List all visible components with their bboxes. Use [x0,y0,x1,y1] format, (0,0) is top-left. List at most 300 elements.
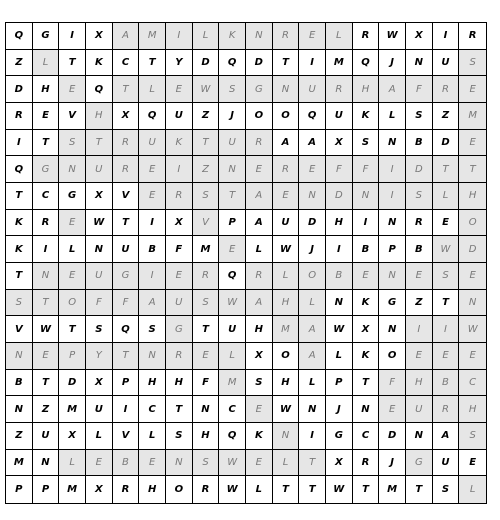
grid-cell[interactable]: I [353,210,380,237]
grid-cell[interactable]: E [433,210,460,237]
grid-cell[interactable]: E [459,76,486,103]
grid-cell[interactable]: E [139,450,166,477]
grid-cell[interactable]: E [459,450,486,477]
grid-cell[interactable]: W [379,23,406,50]
grid-cell[interactable]: S [459,423,486,450]
grid-cell[interactable]: L [246,236,273,263]
grid-cell[interactable]: R [33,210,60,237]
grid-cell[interactable]: I [59,23,86,50]
grid-cell[interactable]: E [459,343,486,370]
grid-cell[interactable]: H [273,370,300,397]
grid-cell[interactable]: E [219,236,246,263]
grid-cell[interactable]: D [379,423,406,450]
grid-cell[interactable]: T [353,476,380,503]
grid-cell[interactable]: N [379,316,406,343]
grid-cell[interactable]: Q [299,103,326,130]
grid-cell[interactable]: S [59,130,86,157]
grid-cell[interactable]: H [459,396,486,423]
grid-cell[interactable]: E [193,343,220,370]
grid-cell[interactable]: M [273,316,300,343]
grid-cell[interactable]: S [193,183,220,210]
grid-cell[interactable]: T [299,476,326,503]
grid-cell[interactable]: N [139,343,166,370]
grid-cell[interactable]: T [59,50,86,77]
grid-cell[interactable]: K [353,103,380,130]
grid-cell[interactable]: M [326,50,353,77]
grid-cell[interactable]: R [193,476,220,503]
grid-cell[interactable]: S [246,370,273,397]
grid-cell[interactable]: B [353,236,380,263]
grid-cell[interactable]: O [299,263,326,290]
grid-cell[interactable]: D [326,183,353,210]
grid-cell[interactable]: T [33,370,60,397]
grid-cell[interactable]: A [246,290,273,317]
grid-cell[interactable]: W [219,290,246,317]
grid-cell[interactable]: T [139,50,166,77]
grid-cell[interactable]: R [113,156,140,183]
grid-cell[interactable]: A [113,23,140,50]
grid-cell[interactable]: G [33,156,60,183]
grid-cell[interactable]: Z [406,290,433,317]
grid-cell[interactable]: R [459,23,486,50]
grid-cell[interactable]: W [273,396,300,423]
grid-cell[interactable]: D [433,130,460,157]
grid-cell[interactable]: D [459,236,486,263]
grid-cell[interactable]: N [379,210,406,237]
grid-cell[interactable]: X [86,23,113,50]
grid-cell[interactable]: E [59,263,86,290]
grid-cell[interactable]: I [433,23,460,50]
grid-cell[interactable]: H [86,103,113,130]
grid-cell[interactable]: E [33,343,60,370]
grid-cell[interactable]: M [459,103,486,130]
grid-cell[interactable]: G [246,76,273,103]
grid-cell[interactable]: R [406,210,433,237]
grid-cell[interactable]: S [433,263,460,290]
grid-cell[interactable]: N [193,396,220,423]
grid-cell[interactable]: P [219,210,246,237]
grid-cell[interactable]: N [406,50,433,77]
grid-cell[interactable]: K [246,423,273,450]
grid-cell[interactable]: N [353,183,380,210]
grid-cell[interactable]: M [193,236,220,263]
grid-cell[interactable]: S [353,130,380,157]
grid-cell[interactable]: Z [33,396,60,423]
grid-cell[interactable]: G [379,290,406,317]
grid-cell[interactable]: I [433,316,460,343]
grid-cell[interactable]: L [59,450,86,477]
grid-cell[interactable]: Z [193,156,220,183]
grid-cell[interactable]: Z [6,50,33,77]
grid-cell[interactable]: U [139,130,166,157]
grid-cell[interactable]: M [139,23,166,50]
grid-cell[interactable]: H [273,290,300,317]
grid-cell[interactable]: S [433,476,460,503]
grid-cell[interactable]: U [299,76,326,103]
grid-cell[interactable]: H [166,370,193,397]
grid-cell[interactable]: T [166,396,193,423]
grid-cell[interactable]: U [219,130,246,157]
grid-cell[interactable]: F [166,236,193,263]
grid-cell[interactable]: T [6,263,33,290]
grid-cell[interactable]: V [113,183,140,210]
grid-cell[interactable]: W [326,316,353,343]
grid-cell[interactable]: W [86,210,113,237]
grid-cell[interactable]: E [166,263,193,290]
grid-cell[interactable]: N [6,343,33,370]
grid-cell[interactable]: X [113,103,140,130]
grid-cell[interactable]: T [353,370,380,397]
grid-cell[interactable]: Q [86,76,113,103]
grid-cell[interactable]: L [246,476,273,503]
grid-cell[interactable]: T [193,130,220,157]
grid-cell[interactable]: K [219,23,246,50]
grid-cell[interactable]: K [166,130,193,157]
grid-cell[interactable]: P [379,236,406,263]
grid-cell[interactable]: U [433,450,460,477]
grid-cell[interactable]: T [33,130,60,157]
grid-cell[interactable]: B [406,236,433,263]
grid-cell[interactable]: Q [219,423,246,450]
grid-cell[interactable]: D [299,210,326,237]
grid-cell[interactable]: G [33,23,60,50]
grid-cell[interactable]: I [166,156,193,183]
grid-cell[interactable]: L [299,370,326,397]
grid-cell[interactable]: E [459,263,486,290]
grid-cell[interactable]: U [166,103,193,130]
grid-cell[interactable]: E [353,263,380,290]
grid-cell[interactable]: T [273,476,300,503]
grid-cell[interactable]: I [379,156,406,183]
grid-cell[interactable]: I [299,50,326,77]
grid-cell[interactable]: F [406,76,433,103]
grid-cell[interactable]: E [433,343,460,370]
grid-cell[interactable]: Q [139,103,166,130]
grid-cell[interactable]: H [193,423,220,450]
grid-cell[interactable]: H [33,76,60,103]
grid-cell[interactable]: L [33,50,60,77]
grid-cell[interactable]: N [6,396,33,423]
grid-cell[interactable]: S [219,76,246,103]
grid-cell[interactable]: F [86,290,113,317]
grid-cell[interactable]: J [299,236,326,263]
grid-cell[interactable]: W [219,450,246,477]
grid-cell[interactable]: R [193,263,220,290]
grid-cell[interactable]: N [299,183,326,210]
grid-cell[interactable]: N [379,130,406,157]
grid-cell[interactable]: N [299,396,326,423]
grid-cell[interactable]: U [326,103,353,130]
grid-cell[interactable]: L [433,183,460,210]
grid-cell[interactable]: P [33,476,60,503]
grid-cell[interactable]: T [113,343,140,370]
grid-cell[interactable]: N [166,450,193,477]
grid-cell[interactable]: L [273,263,300,290]
grid-cell[interactable]: L [326,23,353,50]
grid-cell[interactable]: D [6,76,33,103]
grid-cell[interactable]: S [193,290,220,317]
grid-cell[interactable]: W [326,476,353,503]
grid-cell[interactable]: L [139,423,166,450]
grid-cell[interactable]: T [33,290,60,317]
grid-cell[interactable]: Z [6,423,33,450]
grid-cell[interactable]: R [246,263,273,290]
grid-cell[interactable]: T [273,50,300,77]
grid-cell[interactable]: E [406,343,433,370]
grid-cell[interactable]: G [59,183,86,210]
grid-cell[interactable]: T [113,210,140,237]
grid-cell[interactable]: L [459,476,486,503]
grid-cell[interactable]: R [433,76,460,103]
grid-cell[interactable]: X [326,130,353,157]
grid-cell[interactable]: O [166,476,193,503]
grid-cell[interactable]: B [406,130,433,157]
grid-cell[interactable]: O [379,343,406,370]
grid-cell[interactable]: S [6,290,33,317]
grid-cell[interactable]: R [6,103,33,130]
grid-cell[interactable]: V [6,316,33,343]
grid-cell[interactable]: T [406,476,433,503]
grid-cell[interactable]: X [86,183,113,210]
grid-cell[interactable]: G [113,263,140,290]
grid-cell[interactable]: E [139,183,166,210]
grid-cell[interactable]: H [406,370,433,397]
grid-cell[interactable]: U [86,263,113,290]
grid-cell[interactable]: F [379,370,406,397]
grid-cell[interactable]: S [86,316,113,343]
grid-cell[interactable]: B [113,450,140,477]
grid-cell[interactable]: X [353,316,380,343]
grid-cell[interactable]: E [166,76,193,103]
grid-cell[interactable]: B [139,236,166,263]
grid-cell[interactable]: L [379,103,406,130]
grid-cell[interactable]: G [406,450,433,477]
grid-cell[interactable]: A [299,316,326,343]
grid-cell[interactable]: L [273,450,300,477]
grid-cell[interactable]: Q [353,50,380,77]
grid-cell[interactable]: E [59,76,86,103]
grid-cell[interactable]: R [113,476,140,503]
grid-cell[interactable]: J [219,103,246,130]
grid-cell[interactable]: E [86,450,113,477]
grid-cell[interactable]: K [6,210,33,237]
grid-cell[interactable]: K [86,50,113,77]
grid-cell[interactable]: N [326,290,353,317]
grid-cell[interactable]: I [139,210,166,237]
grid-cell[interactable]: P [326,370,353,397]
grid-cell[interactable]: A [246,210,273,237]
grid-cell[interactable]: U [273,210,300,237]
grid-cell[interactable]: I [326,236,353,263]
grid-cell[interactable]: O [459,210,486,237]
grid-cell[interactable]: M [219,370,246,397]
grid-cell[interactable]: X [59,423,86,450]
grid-cell[interactable]: M [59,396,86,423]
grid-cell[interactable]: N [353,396,380,423]
grid-cell[interactable]: I [139,263,166,290]
grid-cell[interactable]: T [433,156,460,183]
grid-cell[interactable]: M [6,450,33,477]
grid-cell[interactable]: U [166,290,193,317]
grid-cell[interactable]: E [406,263,433,290]
grid-cell[interactable]: V [113,423,140,450]
grid-cell[interactable]: S [406,103,433,130]
grid-cell[interactable]: J [379,450,406,477]
grid-cell[interactable]: X [246,343,273,370]
grid-cell[interactable]: T [113,76,140,103]
grid-cell[interactable]: R [326,76,353,103]
grid-cell[interactable]: S [166,423,193,450]
grid-cell[interactable]: Q [6,156,33,183]
grid-cell[interactable]: R [273,23,300,50]
grid-cell[interactable]: W [433,236,460,263]
grid-cell[interactable]: D [246,50,273,77]
grid-cell[interactable]: I [166,23,193,50]
grid-cell[interactable]: T [86,130,113,157]
grid-cell[interactable]: B [326,263,353,290]
grid-cell[interactable]: U [33,423,60,450]
grid-cell[interactable]: E [459,130,486,157]
grid-cell[interactable]: R [353,23,380,50]
grid-cell[interactable]: X [86,370,113,397]
grid-cell[interactable]: R [166,183,193,210]
grid-cell[interactable]: A [379,76,406,103]
grid-cell[interactable]: S [139,316,166,343]
grid-cell[interactable]: I [33,236,60,263]
grid-cell[interactable]: E [299,156,326,183]
grid-cell[interactable]: L [299,290,326,317]
grid-cell[interactable]: R [246,130,273,157]
grid-cell[interactable]: T [193,316,220,343]
grid-cell[interactable]: N [246,23,273,50]
grid-cell[interactable]: H [246,316,273,343]
grid-cell[interactable]: X [166,210,193,237]
grid-cell[interactable]: Q [219,263,246,290]
grid-cell[interactable]: D [193,50,220,77]
grid-cell[interactable]: W [33,316,60,343]
grid-cell[interactable]: C [139,396,166,423]
grid-cell[interactable]: E [246,450,273,477]
grid-cell[interactable]: E [299,23,326,50]
grid-cell[interactable]: M [379,476,406,503]
grid-cell[interactable]: U [86,156,113,183]
grid-cell[interactable]: N [459,290,486,317]
grid-cell[interactable]: B [6,370,33,397]
grid-cell[interactable]: O [59,290,86,317]
grid-cell[interactable]: L [59,236,86,263]
grid-cell[interactable]: N [33,450,60,477]
grid-cell[interactable]: R [433,396,460,423]
grid-cell[interactable]: S [406,183,433,210]
grid-cell[interactable]: L [86,423,113,450]
grid-cell[interactable]: C [219,396,246,423]
grid-cell[interactable]: U [113,236,140,263]
grid-cell[interactable]: N [273,76,300,103]
grid-cell[interactable]: X [406,23,433,50]
grid-cell[interactable]: Q [113,316,140,343]
grid-cell[interactable]: Q [219,50,246,77]
grid-cell[interactable]: G [166,316,193,343]
grid-cell[interactable]: S [459,50,486,77]
grid-cell[interactable]: U [406,396,433,423]
grid-cell[interactable]: I [299,423,326,450]
grid-cell[interactable]: W [459,316,486,343]
grid-cell[interactable]: H [139,370,166,397]
grid-cell[interactable]: T [299,450,326,477]
grid-cell[interactable]: X [326,450,353,477]
grid-cell[interactable]: I [6,130,33,157]
grid-cell[interactable]: O [246,103,273,130]
grid-cell[interactable]: E [33,103,60,130]
grid-cell[interactable]: N [379,263,406,290]
grid-cell[interactable]: K [353,343,380,370]
grid-cell[interactable]: W [273,236,300,263]
grid-cell[interactable]: P [113,370,140,397]
grid-cell[interactable]: F [326,156,353,183]
grid-cell[interactable]: R [353,450,380,477]
grid-cell[interactable]: E [273,183,300,210]
grid-cell[interactable]: T [6,183,33,210]
grid-cell[interactable]: U [86,396,113,423]
grid-cell[interactable]: L [193,23,220,50]
grid-cell[interactable]: C [459,370,486,397]
grid-cell[interactable]: R [113,130,140,157]
grid-cell[interactable]: A [433,423,460,450]
grid-cell[interactable]: B [433,370,460,397]
grid-cell[interactable]: N [86,236,113,263]
grid-cell[interactable]: I [113,396,140,423]
grid-cell[interactable]: Q [6,23,33,50]
grid-cell[interactable]: R [273,156,300,183]
grid-cell[interactable]: C [33,183,60,210]
grid-cell[interactable]: E [379,396,406,423]
grid-cell[interactable]: X [86,476,113,503]
grid-cell[interactable]: N [273,423,300,450]
grid-cell[interactable]: L [326,343,353,370]
grid-cell[interactable]: T [459,156,486,183]
grid-cell[interactable]: H [353,76,380,103]
grid-cell[interactable]: T [219,183,246,210]
grid-cell[interactable]: O [273,103,300,130]
grid-cell[interactable]: C [353,423,380,450]
grid-cell[interactable]: C [113,50,140,77]
grid-cell[interactable]: A [273,130,300,157]
grid-cell[interactable]: F [353,156,380,183]
grid-cell[interactable]: P [59,343,86,370]
grid-cell[interactable]: F [113,290,140,317]
grid-cell[interactable]: I [406,316,433,343]
grid-cell[interactable]: J [379,50,406,77]
grid-cell[interactable]: D [59,370,86,397]
grid-cell[interactable]: U [433,50,460,77]
grid-cell[interactable]: K [6,236,33,263]
grid-cell[interactable]: A [246,183,273,210]
grid-cell[interactable]: L [219,343,246,370]
grid-cell[interactable]: T [59,316,86,343]
grid-cell[interactable]: A [299,343,326,370]
grid-cell[interactable]: E [246,396,273,423]
grid-cell[interactable]: A [299,130,326,157]
grid-cell[interactable]: E [139,156,166,183]
grid-cell[interactable]: Y [166,50,193,77]
grid-cell[interactable]: W [193,76,220,103]
grid-cell[interactable]: L [139,76,166,103]
grid-cell[interactable]: O [273,343,300,370]
grid-cell[interactable]: J [326,396,353,423]
grid-cell[interactable]: F [193,370,220,397]
grid-cell[interactable]: Z [193,103,220,130]
grid-cell[interactable]: W [219,476,246,503]
